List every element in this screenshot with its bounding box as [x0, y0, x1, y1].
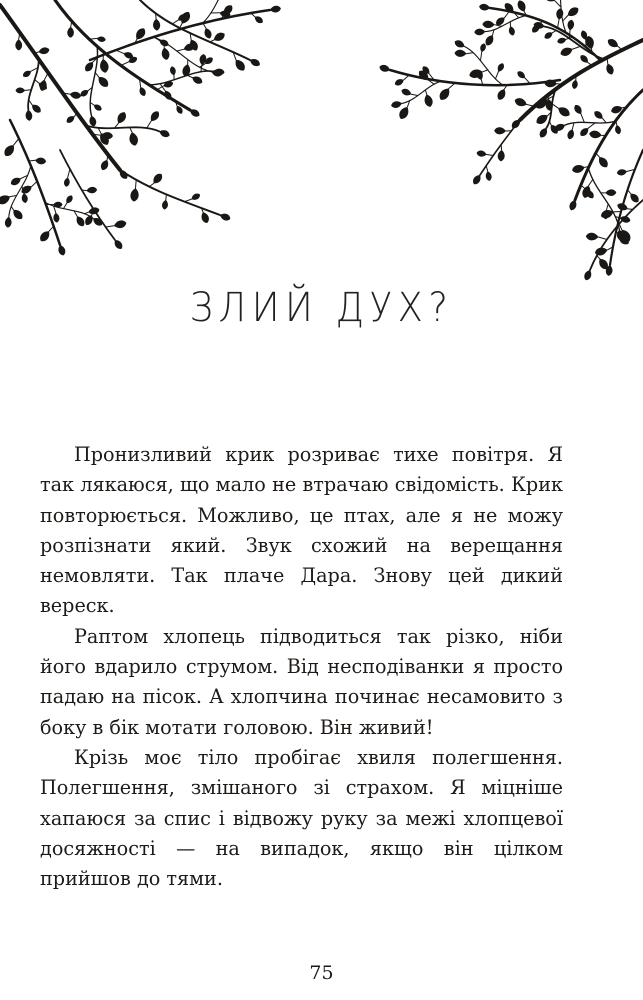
leaf-shape	[0, 193, 12, 206]
leaf-shape	[190, 192, 201, 202]
leaf-shape	[138, 86, 147, 97]
leaf-shape	[88, 115, 97, 127]
paragraph-3: Крізь моє тіло пробігає хвиля полегшення. Полегшення, змішаного зі страхом. Я міцніше хапаюся за спис і відвожу руку за межі хлопцевої досяжності — на випадок, якщо він цілком прийшов до тями.	[40, 745, 563, 891]
leaf-shape	[21, 193, 28, 204]
leaf-stem	[116, 50, 124, 53]
leaf-shape	[181, 63, 191, 77]
leaf-stem	[45, 73, 49, 80]
leaf-shape	[476, 150, 487, 158]
leaf-stem	[505, 11, 510, 17]
leaf-stem	[597, 256, 600, 259]
leaf-shape	[158, 128, 171, 138]
leaf-shape	[130, 188, 140, 203]
leaf-shape	[57, 244, 67, 257]
leaf-shape	[162, 80, 174, 89]
leaf-stem	[172, 20, 178, 24]
leaf-stem	[425, 90, 426, 95]
leaf-stem	[501, 145, 502, 150]
leaf-shape	[471, 173, 483, 186]
leaf-shape	[538, 126, 549, 139]
leaf-shape	[38, 46, 50, 55]
leaf-shape	[494, 127, 506, 134]
leaf-stem	[136, 180, 137, 188]
leaf-stem	[49, 226, 54, 231]
leaf-shape	[571, 164, 585, 174]
leaf-stem	[481, 52, 482, 61]
leaf-stem	[29, 160, 35, 161]
leaf-stem	[581, 114, 584, 122]
leaf-stem	[486, 166, 488, 172]
leaf-stem	[607, 204, 609, 210]
leaf-stem	[68, 169, 70, 177]
leaf-shape	[474, 28, 485, 35]
leaf-shape	[161, 199, 168, 210]
leaf-shape	[88, 206, 101, 215]
leaf-shape	[20, 183, 34, 195]
leaf-shape	[148, 109, 161, 123]
leaf-shape	[596, 155, 610, 170]
leaf-shape	[497, 150, 505, 162]
leaf-stem	[483, 70, 488, 72]
leaf-stem	[121, 62, 129, 65]
leaf-stem	[106, 226, 114, 227]
leaf-shape	[397, 105, 411, 121]
leaf-shape	[556, 105, 571, 119]
leaf-shape	[22, 69, 33, 79]
branch-stroke	[86, 126, 159, 132]
leaf-shape	[74, 215, 86, 228]
leaf-shape	[496, 62, 506, 73]
paragraph-1: Пронизливий крик розриває тихе повітря. Я так лякаюся, що мало не втрачаю свідомість. Крик повторюється. Можливо, це птах, але я не можу розпізнати який. Звук схожий на верещання немовляти. Так плаче Дара. Знову цей дикий вереск.	[40, 443, 563, 618]
leaf-shape	[96, 36, 106, 43]
leaf-shape	[556, 36, 567, 44]
chapter-body	[40, 440, 563, 894]
leaf-shape	[64, 194, 74, 205]
branch-stroke	[590, 200, 643, 270]
leaf-shape	[99, 58, 110, 73]
leaf-shape	[67, 27, 74, 38]
leaf-stem	[11, 206, 13, 210]
leaf-shape	[115, 110, 128, 125]
leaf-stem	[553, 31, 557, 33]
leaf-stem	[214, 0, 218, 1]
leaf-shape	[400, 87, 412, 97]
leaf-shape	[9, 176, 22, 188]
leaf-shape	[605, 63, 616, 76]
leaf-shape	[586, 232, 599, 240]
leaf-shape	[516, 0, 528, 13]
leaf-shape	[86, 186, 97, 193]
leaf-shape	[128, 131, 139, 146]
leaf-shape	[69, 91, 82, 100]
branch-stroke	[565, 121, 615, 125]
leaf-shape	[233, 57, 247, 72]
branch-stroke	[149, 71, 213, 85]
leaf-stem	[107, 155, 108, 160]
branch-stroke	[28, 59, 39, 109]
leaf-shape	[15, 87, 25, 93]
leaf-stem	[628, 209, 633, 210]
page-number: 75	[309, 962, 334, 984]
leaf-stem	[557, 84, 562, 85]
branch-stroke	[0, 5, 120, 170]
leaf-shape	[543, 30, 554, 40]
leaf-shape	[219, 212, 232, 222]
leaf-stem	[487, 155, 494, 156]
leaf-stem	[149, 183, 154, 186]
leaf-shape	[573, 103, 584, 116]
leaf-stem	[14, 139, 19, 146]
leaf-shape	[25, 110, 33, 122]
leaf-stem	[166, 194, 167, 200]
leaf-stem	[622, 107, 626, 108]
leaf-shape	[4, 216, 12, 228]
leaf-stem	[95, 73, 98, 78]
leaf-shape	[249, 57, 262, 68]
leaf-shape	[583, 269, 593, 282]
leaf-shape	[2, 143, 17, 159]
leaf-stem	[589, 179, 593, 185]
branch-stroke	[588, 168, 619, 230]
leaf-stem	[35, 80, 39, 83]
leaf-stem	[177, 49, 184, 51]
leaf-stem	[32, 181, 37, 186]
leaf-stem	[25, 90, 31, 91]
leaf-shape	[379, 64, 391, 73]
leaf-stem	[549, 121, 551, 125]
leaf-shape	[92, 103, 103, 112]
leaf-shape	[479, 43, 487, 53]
leaf-stem	[558, 20, 560, 28]
leaf-shape	[606, 37, 620, 50]
leaf-shape	[616, 168, 627, 176]
leaf-stem	[210, 40, 214, 42]
leaf-stem	[495, 72, 498, 79]
branch-stroke	[575, 90, 643, 200]
leaf-shape	[394, 77, 405, 87]
leaf-shape	[513, 96, 528, 108]
leaf-shape	[566, 5, 581, 18]
leaf-shape	[53, 212, 60, 223]
leaf-stem	[187, 75, 192, 77]
leaf-shape	[203, 27, 213, 40]
leaf-shape	[482, 20, 494, 28]
leaf-shape	[169, 66, 177, 76]
branch-stroke	[465, 47, 503, 86]
leaf-shape	[191, 74, 204, 85]
leaf-shape	[423, 93, 434, 108]
leaf-shape	[161, 47, 171, 61]
leaf-shape	[566, 128, 575, 140]
leaf-shape	[542, 0, 556, 4]
leaf-stem	[64, 203, 67, 208]
leaf-shape	[614, 124, 622, 135]
leaf-shape	[571, 79, 578, 89]
leaf-stem	[466, 53, 473, 54]
leaf-shape	[568, 199, 578, 212]
chapter-title: ЗЛИЙ ДУХ?	[189, 285, 454, 331]
leaf-shape	[83, 60, 95, 73]
leaf-shape	[35, 157, 47, 165]
leaf-shape	[479, 3, 491, 11]
leaf-shape	[453, 39, 466, 50]
leaf-stem	[156, 13, 157, 18]
leaf-stem	[147, 121, 151, 128]
leaf-shape	[200, 211, 211, 224]
leaf-shape	[437, 86, 452, 102]
leaf-stem	[82, 190, 87, 191]
leaf-shape	[454, 49, 466, 57]
leaf-shape	[496, 87, 508, 101]
leaf-shape	[253, 14, 264, 25]
leaf-shape	[390, 100, 402, 109]
leaf-shape	[113, 219, 127, 229]
leaf-shape	[15, 39, 22, 50]
leaf-stem	[184, 199, 191, 202]
leaf-shape	[99, 158, 110, 171]
leaf-shape	[212, 31, 226, 44]
leaf-shape	[589, 130, 602, 139]
leaf-shape	[605, 189, 616, 196]
tree-branches-illustration	[0, 0, 643, 290]
leaf-shape	[508, 25, 516, 36]
leaf-shape	[270, 5, 282, 13]
leaf-stem	[588, 123, 595, 128]
leaf-stem	[573, 46, 581, 49]
leaf-stem	[598, 237, 607, 240]
leaf-shape	[485, 171, 493, 182]
leaf-shape	[63, 177, 70, 187]
leaf-shape	[567, 19, 575, 31]
leaf-stem	[552, 104, 558, 108]
paragraph-2: Раптом хлопець підводиться так різко, ніби його вдарило струмом. Від несподіванки я просто падаю на пісок. А хлопчина починає несамовито з боку в бік мотати головою. Він живий!	[40, 624, 563, 739]
leaf-shape	[153, 19, 161, 31]
leaf-stem	[85, 212, 89, 214]
leaf-shape	[559, 46, 574, 58]
leaf-stem	[404, 75, 409, 80]
leaf-stem	[563, 16, 568, 22]
leaf-stem	[411, 94, 418, 95]
